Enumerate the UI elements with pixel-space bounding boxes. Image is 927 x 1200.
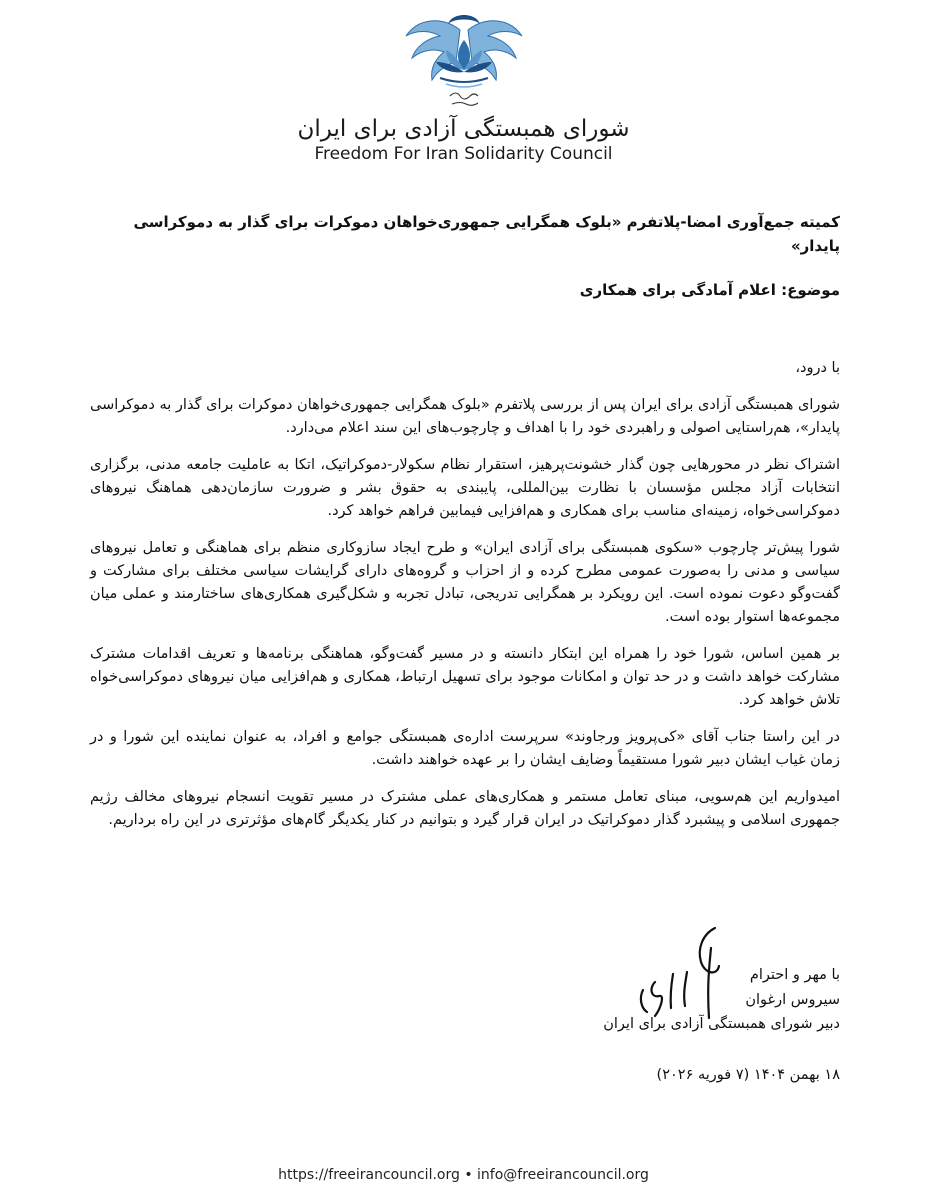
letter-date: ۱۸ بهمن ۱۴۰۴ (۷ فوریه ۲۰۲۶) <box>656 1067 840 1083</box>
org-name-persian: شورای همبستگی آزادی برای ایران <box>297 116 630 142</box>
letter-body <box>90 210 840 832</box>
closing-salutation: با مهر و احترام <box>749 967 840 983</box>
footer-contact: https://freeirancouncil.org • info@freeirancouncil.org <box>278 1167 649 1183</box>
signer-title: دبیر شورای همبستگی آزادی برای ایران <box>603 1016 840 1032</box>
lotus-wings-emblem-icon <box>394 10 534 114</box>
letter-closing <box>90 963 840 1037</box>
paragraph-1: شورای همبستگی آزادی برای ایران پس از بررسی پلاتفرم «بلوک همگرایی جمهوری‌خواهان دموکرات برای گذار به دموکراسی پایدار»، هم‌راستایی اصولی و راهبردی خود را با اهداف و چارچوب‌های این سند اعلام می‌دارد. <box>90 397 840 436</box>
letterhead <box>0 10 927 164</box>
paragraph-4: بر همین اساس، شورا خود را همراه این ابتکار دانسته و در مسیر گفت‌وگو، هماهنگی برنامه‌ها و تعریف اقدامات مشترک مشارکت خواهد داشت و در حد توان و امکانات موجود برای تسهیل ارتباط، همکاری و هم‌افزایی میان نیروهای دموکراسی‌خواه تلاش خواهد کرد. <box>90 646 840 708</box>
letter-greeting: با درود، <box>795 360 840 376</box>
paragraph-6: امیدواریم این هم‌سویی، مبنای تعامل مستمر و همکاری‌های عملی مشترک در مسیر تقویت انسجام نیروهای مخالف رژیم جمهوری اسلامی و پیشبرد گذار دموکراتیک در ایران قرار گیرد و بتوانیم در کنار یکدیگر گام‌های مؤثرتری در این راه برداریم. <box>90 789 840 828</box>
paragraph-5: در این راستا جناب آقای «کی‌پرویز ورجاوند» سرپرست اداره‌ی همبستگی جوامع و افراد، به عنوان نماینده این شورا و در زمان غیاب ایشان دبیر شورا مستقیماً وضایف ایشان را بر عهده خواهند داشت. <box>90 729 840 768</box>
letter-heading: کمیته جمع‌آوری امضا-پلاتفرم «بلوک همگرایی جمهوری‌خواهان دموکرات برای گذار به دموکراسی پایدار» <box>133 213 840 255</box>
letter-subject: موضوع: اعلام آمادگی برای همکاری <box>579 281 840 299</box>
signer-name: سیروس ارغوان <box>745 991 840 1008</box>
org-name-english: Freedom For Iran Solidarity Council <box>314 144 613 164</box>
paragraph-3: شورا پیش‌تر چارچوب «سکوی همبستگی برای آزادی ایران» و طرح ایجاد سازوکاری منظم برای هماهنگی و تعامل نیروهای سیاسی و مدنی را به‌صورت عمومی مطرح کرده و از احزاب و گروه‌های دارای گرایشات سیاسی مختلف برای مشارکت و گفت‌وگو دعوت نموده است. این رویکرد بر همگرایی تدریجی، تبادل تجربه و شکل‌گیری همکاری‌های ساختارمند و عملی میان مجموعه‌ها استوار بوده است. <box>90 540 840 625</box>
paragraph-2: اشتراک نظر در محورهایی چون گذار خشونت‌پرهیز، استقرار نظام سکولار-دموکراتیک، اتکا به عاملیت جامعه مدنی، برگزاری انتخابات آزاد مجلس مؤسسان با نظارت بین‌المللی، پایبندی به حقوق بشر و ضرورت سازمان‌دهی هماهنگ نیروهای دموکراسی‌خواه، زمینه‌ای مناسب برای همکاری و هم‌افزایی فیمابین فراهم خواهد کرد. <box>90 457 840 519</box>
